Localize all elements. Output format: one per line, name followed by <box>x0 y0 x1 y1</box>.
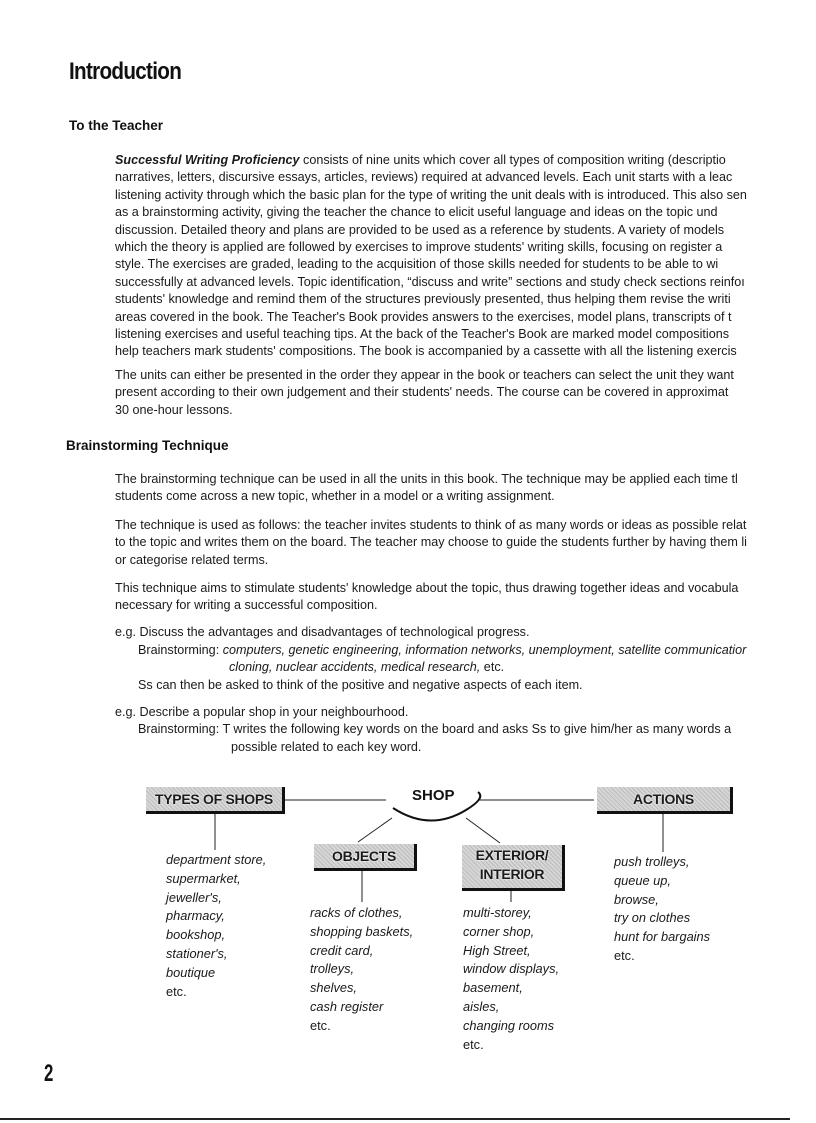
paragraph-line: areas covered in the book. The Teacher's Book provides answers to the exercises, model plans, transcripts of t <box>115 309 732 324</box>
paragraph-line: Successful Writing Proficiency consists of nine units which cover all types of composition writing (descriptio <box>115 153 726 167</box>
page-title: Introduction <box>69 58 182 85</box>
list-item-etc: etc. <box>310 1017 331 1033</box>
list-item: bookshop, <box>166 927 226 943</box>
example-1-brainstorming: Brainstorming: computers, genetic engineering, information networks, unemployment, satellite communicatior <box>138 643 747 657</box>
list-item: High Street, <box>463 942 531 958</box>
list-item: cash register <box>310 998 384 1014</box>
objects-list <box>310 904 413 1036</box>
list-item: multi-storey, <box>463 905 532 920</box>
list-item: trolleys, <box>310 961 355 977</box>
paragraph-line: The units can either be presented in the order they appear in the book or teachers can select the unit they want <box>115 368 734 382</box>
list-item: window displays, <box>463 961 560 977</box>
interior-label: INTERIOR <box>479 866 545 882</box>
list-item: basement, <box>463 980 523 996</box>
paragraph-line: as a brainstorming activity, giving the teacher the chance to elicit useful language and ideas on the topic und <box>115 205 718 220</box>
paragraph-line: listening exercises and useful teaching tips. At the back of the Teacher's Book are marked model compositions <box>115 326 730 341</box>
paragraph-line: necessary for writing a successful composition. <box>115 598 378 613</box>
objects-box: OBJECTS <box>314 844 417 871</box>
paragraph-line: which the theory is applied are followed by exercises to improve students' writing skills, focusing on register a <box>115 239 723 254</box>
paragraph-line: narratives, letters, discursive essays, articles, reviews) required at advanced levels. Each unit starts with a leac <box>115 170 733 185</box>
paragraph-line: The technique is used as follows: the teacher invites students to think of as many words or ideas as possible relat <box>115 518 747 532</box>
actions-box: ACTIONS <box>597 787 733 814</box>
paragraph-line: present according to their own judgement and their students' needs. The course can be covered in approximat <box>115 385 729 400</box>
list-item: supermarket, <box>166 870 241 886</box>
paragraph-line: successfully at advanced levels. Topic identification, “discuss and write” sections and study check sections reinfoı <box>115 274 745 289</box>
shop-center-label: SHOP <box>412 787 455 804</box>
example-2-brainstorming: Brainstorming: T writes the following key words on the board and asks Ss to give him/her as many words a <box>138 722 732 736</box>
list-item-etc: etc. <box>166 983 187 999</box>
actions-list <box>614 853 710 966</box>
exterior-label: EXTERIOR/ <box>475 847 549 863</box>
list-item-etc: etc. <box>614 947 635 963</box>
paragraph-line: to the topic and writes them on the board. The teacher may choose to guide the students further by having them li <box>115 535 747 550</box>
book-title: Successful Writing Proficiency <box>115 153 300 167</box>
exterior-interior-list <box>463 904 559 1054</box>
example-2-brainstorming-cont: possible related to each key word. <box>231 740 422 754</box>
list-item-etc: etc. <box>463 1036 484 1052</box>
paragraph-line: students come across a new topic, whether in a model or a writing assignment. <box>115 489 555 504</box>
connector-shop-to-objects <box>358 818 392 842</box>
paragraph-line: listening activity through which the basic plan for the type of writing the unit deals with is introduced. This also sen <box>115 187 747 202</box>
list-item: hunt for bargains <box>614 929 711 945</box>
paragraph-line: discussion. Detailed theory and plans are provided to be used as a reference by students. A variety of models <box>115 222 725 237</box>
paragraph-line: help teachers mark students' compositions. The book is accompanied by a cassette with all the listening exercis <box>115 344 737 359</box>
connector-shop-to-exterior <box>466 818 500 843</box>
paragraph-line: students' knowledge and remind them of the structures previously presented, thus helping them revise the writi <box>115 292 731 307</box>
list-item: try on clothes <box>614 910 691 926</box>
paragraph-line: This technique aims to stimulate students' knowledge about the topic, thus drawing together ideas and vocabula <box>115 581 739 595</box>
exterior-interior-box <box>462 845 565 891</box>
list-item: racks of clothes, <box>310 905 403 920</box>
paragraph-line: 30 one-hour lessons. <box>115 402 233 417</box>
bottom-rule <box>0 1118 790 1120</box>
types-of-shops-box: TYPES OF SHOPS <box>146 787 285 814</box>
paragraph-line: The brainstorming technique can be used in all the units in this book. The technique may be applied each time tl <box>115 472 738 486</box>
list-item: boutique <box>166 964 216 980</box>
section-heading-to-the-teacher: To the Teacher <box>69 118 164 133</box>
page-number: 2 <box>44 1060 54 1087</box>
list-item: stationer's, <box>166 945 228 961</box>
types-of-shops-list <box>166 851 266 1001</box>
list-item: queue up, <box>614 872 671 888</box>
paragraph-line: or categorise related terms. <box>115 552 269 567</box>
example-1-prompt: e.g. Discuss the advantages and disadvantages of technological progress. <box>115 625 530 639</box>
list-item: browse, <box>614 891 659 907</box>
example-1-followup: Ss can then be asked to think of the positive and negative aspects of each item. <box>138 678 583 692</box>
list-item: shopping baskets, <box>310 923 414 939</box>
list-item: push trolleys, <box>614 854 690 869</box>
list-item: department store, <box>166 852 267 867</box>
list-item: credit card, <box>310 942 374 958</box>
section-heading-brainstorming: Brainstorming Technique <box>66 438 229 453</box>
list-item: aisles, <box>463 998 500 1014</box>
example-2-prompt: e.g. Describe a popular shop in your neighbourhood. <box>115 705 409 719</box>
list-item: changing rooms <box>463 1017 555 1033</box>
paragraph-line: style. The exercises are graded, leading to the acquisition of those skills needed for students to be able to wi <box>115 257 719 272</box>
list-item: jeweller's, <box>166 889 222 905</box>
list-item: shelves, <box>310 980 357 996</box>
list-item: pharmacy, <box>166 908 225 924</box>
list-item: corner shop, <box>463 923 535 939</box>
example-1-brainstorming-cont: cloning, nuclear accidents, medical research, etc. <box>229 660 505 674</box>
